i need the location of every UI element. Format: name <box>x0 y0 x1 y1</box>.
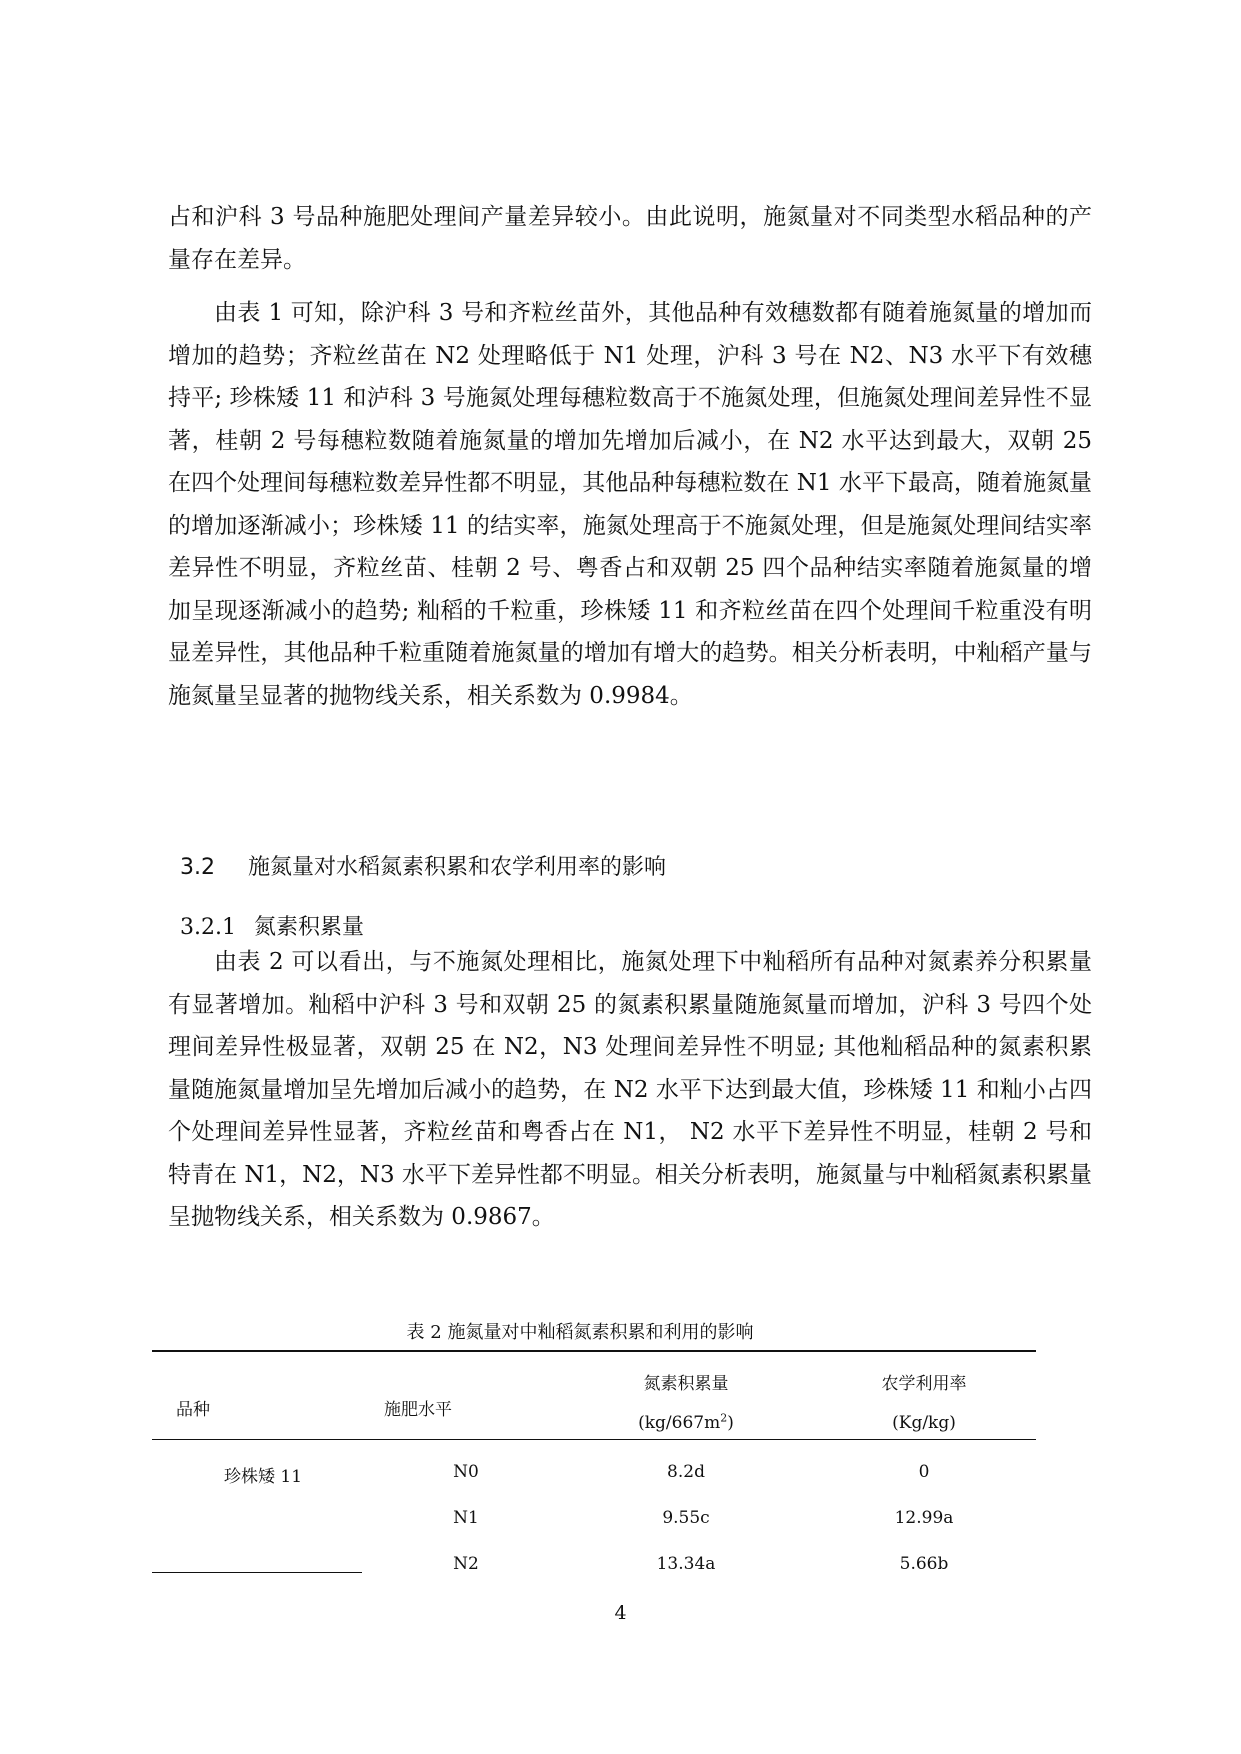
section-heading-3-2 <box>180 850 666 881</box>
table-cell-variety: 珍株矮 11 <box>224 1467 303 1487</box>
table-cell-agro-eff: 12.99a <box>894 1508 954 1528</box>
header-agronomic-efficiency-unit: (Kg/kg) <box>892 1413 956 1433</box>
header-agronomic-efficiency: 农学利用率 <box>881 1374 967 1394</box>
header-fertilizer-level: 施肥水平 <box>384 1400 452 1420</box>
table-header-rule <box>152 1439 1036 1440</box>
subsection-heading-3-2-1 <box>180 910 364 941</box>
table-top-rule <box>152 1350 1036 1352</box>
body-paragraph-1: 占和沪科 3 号品种施肥处理间产量差异较小。由此说明，施氮量对不同类型水稻品种的产量存在差异。 <box>168 204 1092 273</box>
table-caption: 表 2 施氮量对中籼稻氮素积累和利用的影响 <box>406 1322 754 1343</box>
table-cell-agro-eff: 5.66b <box>899 1554 949 1574</box>
section-title: 施氮量对水稻氮素积累和农学利用率的影响 <box>248 855 667 880</box>
table-cell-n-accum: 9.55c <box>662 1508 710 1528</box>
header-nitrogen-accumulation: 氮素积累量 <box>643 1374 729 1394</box>
body-paragraph-3: 由表 2 可以看出，与不施氮处理相比，施氮处理下中籼稻所有品种对氮素养分积累量有显著增加。籼稻中沪科 3 号和双朝 25 的氮素积累量随施氮量而增加，沪科 3 号四个处理间差异性极显著，双朝 25 在 N2，N3 处理间差异性不明显; 其他籼稻品种的氮素积累量随施氮量增加呈先增加后减小的趋势，在 N2 水平下达到最大值，珍株矮 11 和籼小占四个处理间差异性显著，齐粒丝苗和粤香占在 N1， N2 水平下差异性不明显，桂朝 2 号和特青在 N1，N2，N3 水平下差异性都不明显。相关分析表明，施氮量与中籼稻氮素积累量呈抛物线关系，相关系数为 0.9867。 <box>168 949 1092 1230</box>
table-cell-level: N0 <box>453 1462 479 1482</box>
body-paragraph-2: 由表 1 可知，除沪科 3 号和齐粒丝苗外，其他品种有效穗数都有随着施氮量的增加而增加的趋势；齐粒丝苗在 N2 处理略低于 N1 处理，沪科 3 号在 N2、N3 水平下有效穗持平; 珍株矮 11 和泸科 3 号施氮处理每穗粒数高于不施氮处理，但施氮处理间差异性不显著，桂朝 2 号每穗粒数随着施氮量的增加先增加后减小，在 N2 水平达到最大，双朝 25 在四个处理间每穗粒数差异性都不明显，其他品种每穗粒数在 N1 水平下最高，随着施氮量的增加逐渐减小；珍株矮 11 的结实率，施氮处理高于不施氮处理，但是施氮处理间结实率差异性不明显，齐粒丝苗、桂朝 2 号、粤香占和双朝 25 四个品种结实率随着施氮量的增加呈现逐渐减小的趋势; 籼稻的千粒重，珍株矮 11 和齐粒丝苗在四个处理间千粒重没有明显差异性，其他品种千粒重随着施氮量的增加有增大的趋势。相关分析表明，中籼稻产量与施氮量呈显著的抛物线关系，相关系数为 0.9984。 <box>168 300 1092 709</box>
header-nitrogen-accumulation-unit: $(kg/667m^2)$ <box>638 1411 734 1433</box>
table-cell-n-accum: 8.2d <box>667 1462 705 1482</box>
footnote-separator <box>152 1572 362 1573</box>
header-variety: 品种 <box>176 1400 210 1420</box>
table-cell-level: N1 <box>453 1508 479 1528</box>
section-number: 3.2 <box>180 855 215 880</box>
page-number: 4 <box>614 1602 627 1624</box>
table-cell-level: N2 <box>453 1554 479 1574</box>
table-cell-n-accum: 13.34a <box>656 1554 716 1574</box>
table-cell-agro-eff: 0 <box>918 1462 930 1482</box>
subsection-number: 3.2.1 <box>180 915 236 940</box>
subsection-title: 氮素积累量 <box>254 915 365 940</box>
